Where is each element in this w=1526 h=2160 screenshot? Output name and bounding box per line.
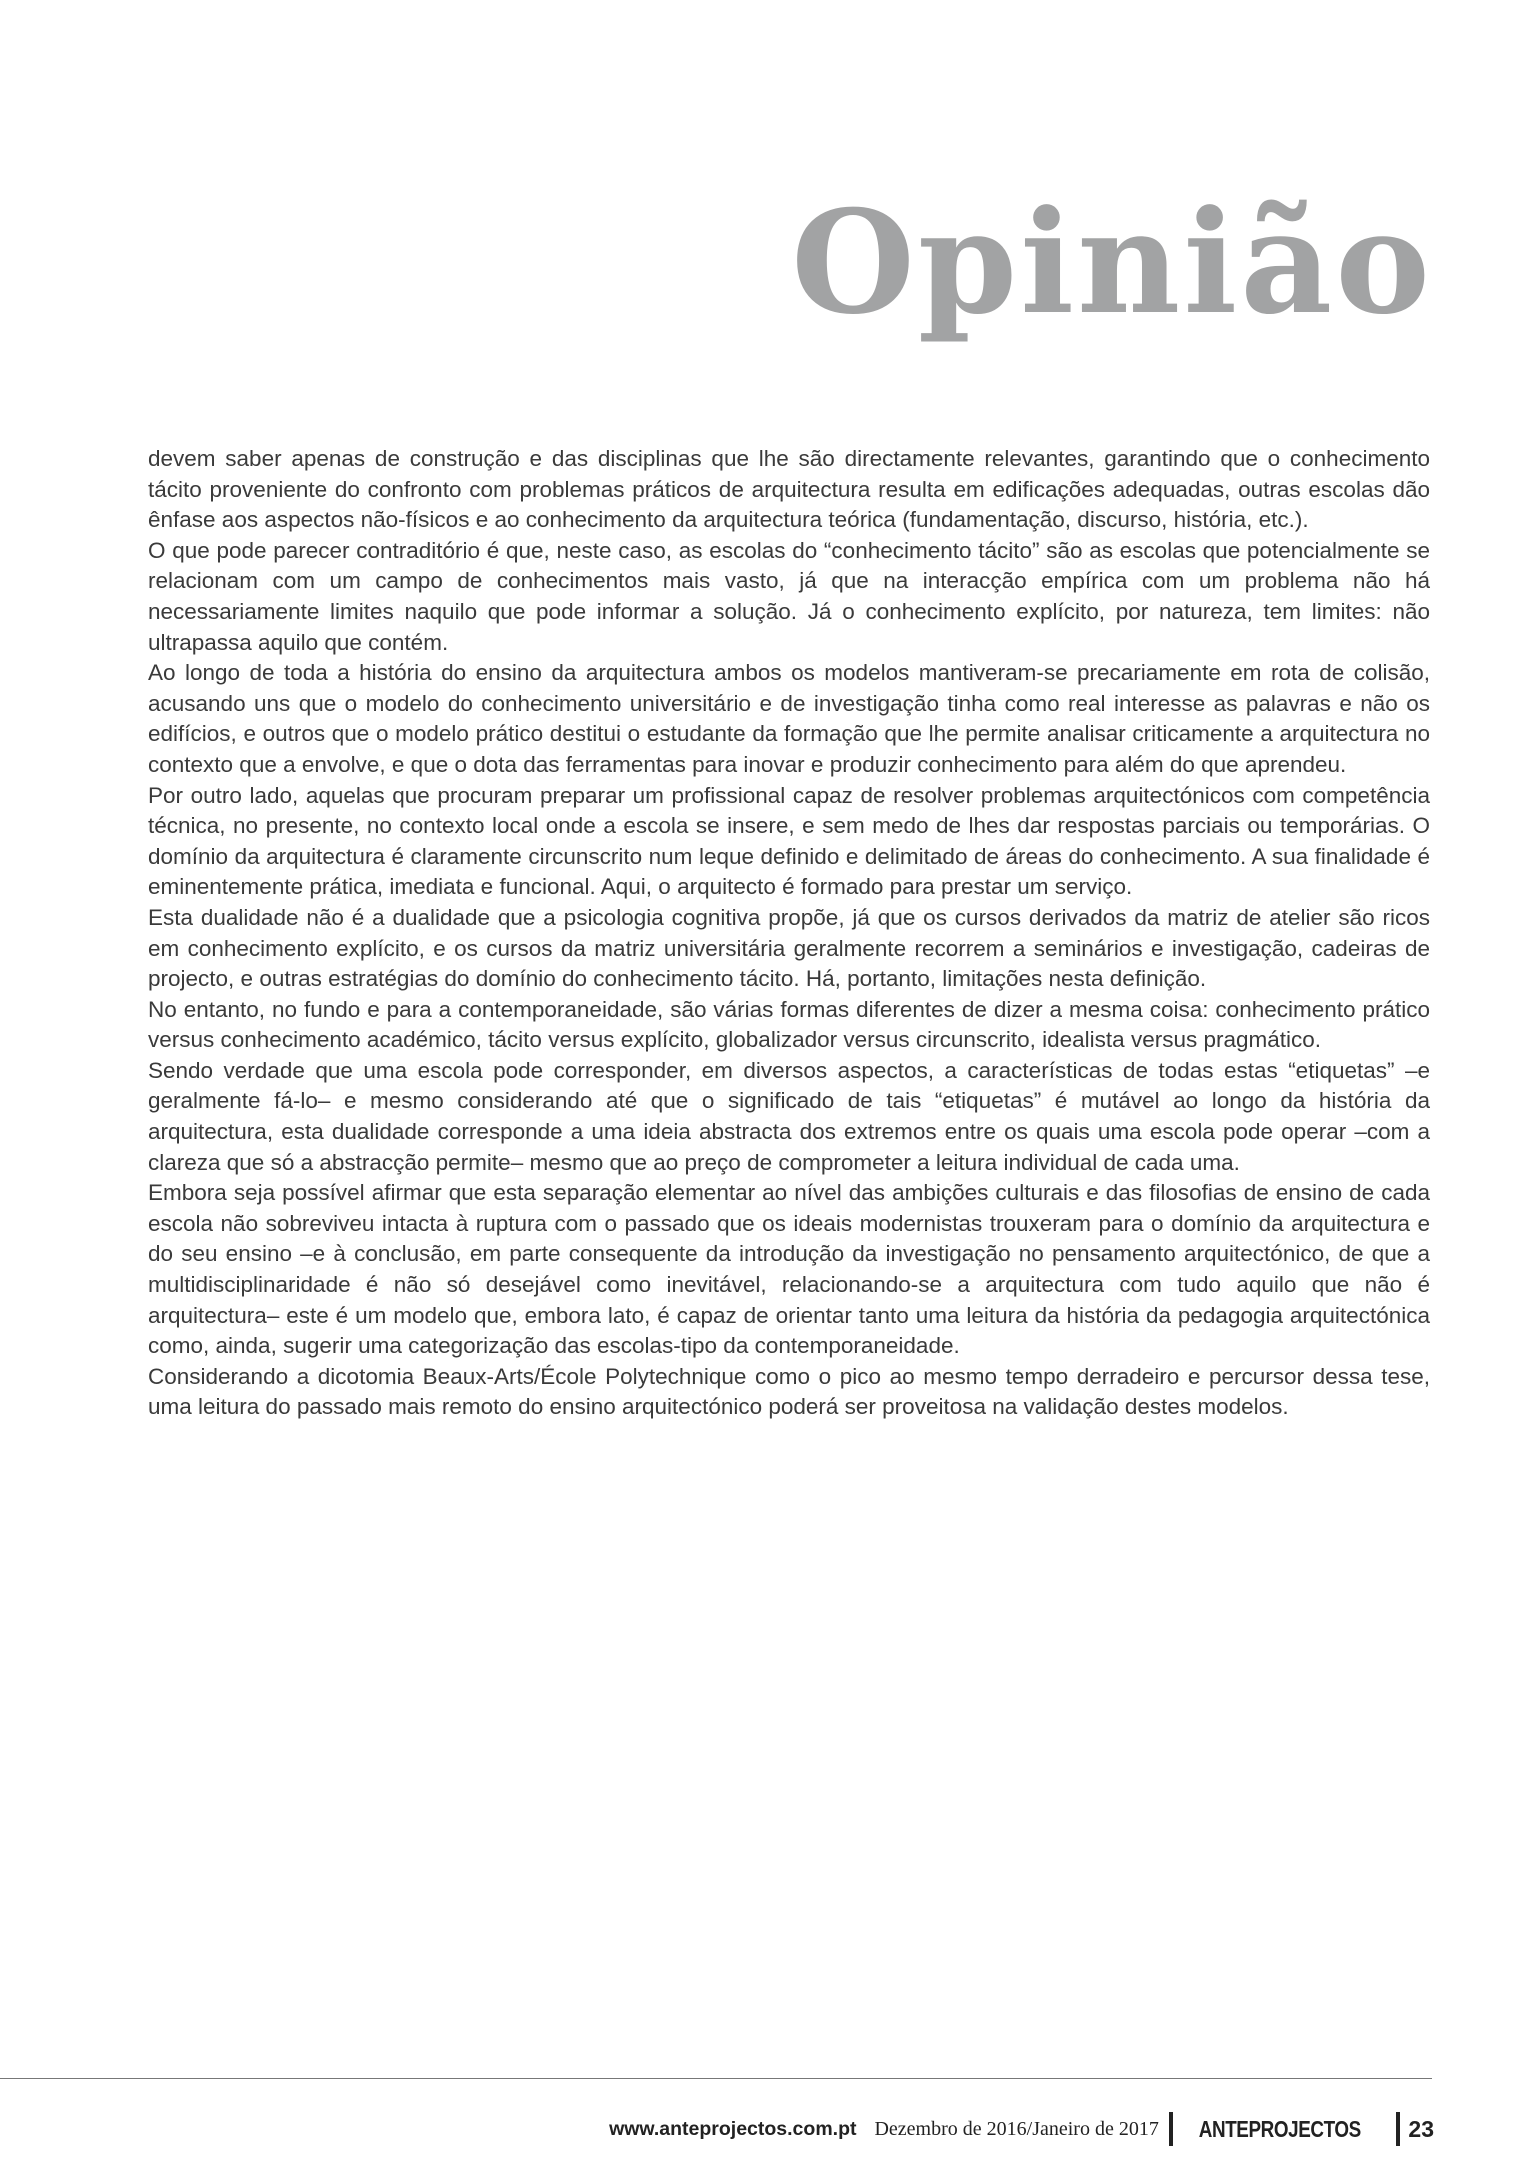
footer-magazine-name: ANTEPROJECTOS (1198, 2115, 1361, 2142)
article-paragraph: devem saber apenas de construção e das disciplinas que lhe são directamente relevantes, garantindo que o conhecimento tácito proveniente do confronto com problemas práticos de arquitectura resulta em edificações adequadas, outras escolas dão ênfase aos aspectos não-físicos e ao conhecimento da arquitectura teórica (fundamentação, discurso, história, etc.). (148, 446, 1430, 533)
article-paragraph: Sendo verdade que uma escola pode corresponder, em diversos aspectos, a características de todas estas “etiquetas” –e geralmente fá-lo– e mesmo considerando até que o significado de tais “etiquetas” é mutável ao longo da história da arquitectura, esta dualidade corresponde a uma ideia abstracta dos extremos entre os quais uma escola pode operar –com a clareza que só a abstracção permite– mesmo que ao preço de comprometer a leitura individual de cada uma. (148, 1057, 1430, 1175)
footer-issue-date: Dezembro de 2016/Janeiro de 2017 (874, 2117, 1159, 2140)
page-footer (609, 2110, 1434, 2148)
article-body (148, 444, 1430, 1423)
footer-website-link[interactable]: www.anteprojectos.com.pt (609, 2117, 857, 2140)
footer-divider (0, 2078, 1432, 2079)
footer-separator-bar (1396, 2112, 1400, 2146)
page-number: 23 (1408, 2115, 1434, 2142)
article-paragraph: Ao longo de toda a história do ensino da arquitectura ambos os modelos mantiveram-se precariamente em rota de colisão, acusando uns que o modelo do conhecimento universitário e de investigação tinha como real interesse as palavras e não os edifícios, e outros que o modelo prático destitui o estudante da formação que lhe permite analisar criticamente a arquitectura no contexto que a envolve, e que o dota das ferramentas para inovar e produzir conhecimento para além do que aprendeu. (148, 660, 1430, 777)
article-paragraph: Esta dualidade não é a dualidade que a psicologia cognitiva propõe, já que os cursos derivados da matriz de atelier são ricos em conhecimento explícito, e os cursos da matriz universitária geralmente recorrem a seminários e investigação, cadeiras de projecto, e outras estratégias do domínio do conhecimento tácito. Há, portanto, limitações nesta definição. (148, 904, 1430, 992)
footer-separator-bar (1169, 2112, 1173, 2146)
article-paragraph: No entanto, no fundo e para a contemporaneidade, são várias formas diferentes de dizer a mesma coisa: conhecimento prático versus conhecimento académico, tácito versus explícito, globalizador versus circunscrito, idealista versus pragmático. (148, 996, 1430, 1053)
article-paragraph: Por outro lado, aquelas que procuram preparar um profissional capaz de resolver problemas arquitectónicos com competência técnica, no presente, no contexto local onde a escola se insere, e sem medo de lhes dar respostas parciais ou temporárias. O domínio da arquitectura é claramente circunscrito num leque definido e delimitado de áreas do conhecimento. A sua finalidade é eminentemente prática, imediata e funcional. Aqui, o arquitecto é formado para prestar um serviço. (148, 782, 1430, 900)
article-paragraph: Embora seja possível afirmar que esta separação elementar ao nível das ambições culturais e das filosofias de ensino de cada escola não sobreviveu intacta à ruptura com o passado que os ideais modernistas trouxeram para o domínio da arquitectura e do seu ensino –e à conclusão, em parte consequente da introdução da investigação no pensamento arquitectónico, de que a multidisciplinaridade é não só desejável como inevitável, relacionando-se a arquitectura com tudo aquilo que não é arquitectura– este é um modelo que, embora lato, é capaz de orientar tanto uma leitura da história da pedagogia arquitectónica como, ainda, sugerir uma categorização das escolas-tipo da contemporaneidade. (148, 1180, 1430, 1359)
article-paragraph: O que pode parecer contraditório é que, neste caso, as escolas do “conhecimento tácito” são as escolas que potencialmente se relacionam com um campo de conhecimentos mais vasto, já que na interacção empírica com um problema não há necessariamente limites naquilo que pode informar a solução. Já o conhecimento explícito, por natureza, tem limites: não ultrapassa aquilo que contém. (148, 537, 1430, 655)
section-title: Opinião (791, 180, 1433, 346)
article-paragraph: Considerando a dicotomia Beaux-Arts/École Polytechnique como o pico ao mesmo tempo derradeiro e percursor dessa tese, uma leitura do passado mais remoto do ensino arquitectónico poderá ser proveitosa na validação destes modelos. (148, 1363, 1430, 1420)
